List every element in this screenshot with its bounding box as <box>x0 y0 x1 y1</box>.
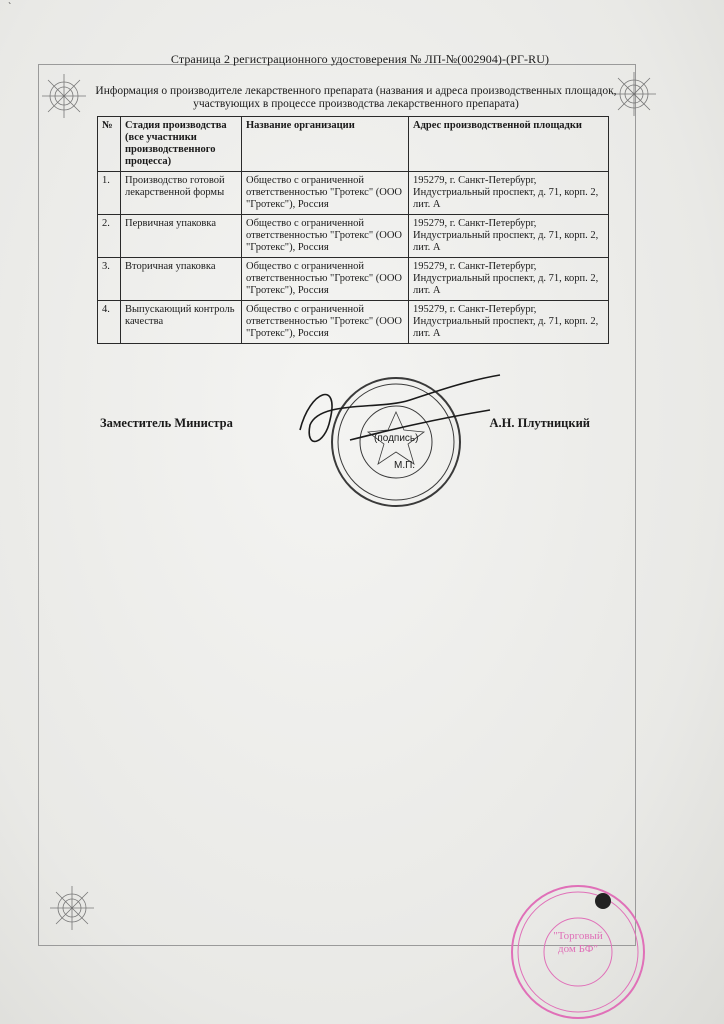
signatory-position: Заместитель Министра <box>100 416 233 430</box>
stamp-line-1: "Торговый <box>553 930 603 942</box>
guilloche-corner-icon <box>44 880 100 936</box>
info-line-1: Информация о производителе лекарственного препарата (названия и адреса производственных площадок, <box>95 85 617 97</box>
row-address: 195279, г. Санкт-Петербург, Индустриальный проспект, д. 71, корп. 2, лит. А <box>409 215 609 258</box>
row-stage: Выпускающий контроль качества <box>121 301 242 344</box>
table-row <box>98 172 609 215</box>
row-org: Общество с ограниченной ответственностью "Гротекс" (ООО "Гротекс"), Россия <box>242 258 409 301</box>
info-heading <box>86 85 626 111</box>
table-row <box>98 215 609 258</box>
row-address: 195279, г. Санкт-Петербург, Индустриальный проспект, д. 71, корп. 2, лит. А <box>409 301 609 344</box>
header-org: Название организации <box>242 117 409 172</box>
header-num: № <box>98 117 121 172</box>
corner-mark: ` <box>8 2 12 13</box>
page-header: Страница 2 регистрационного удостоверения № ЛП-№(002904)-(РГ-RU) <box>170 52 550 66</box>
ink-blot <box>595 893 611 909</box>
row-num: 2. <box>98 215 121 258</box>
row-address: 195279, г. Санкт-Петербург, Индустриальный проспект, д. 71, корп. 2, лит. А <box>409 258 609 301</box>
signature-podpis: (подпись) <box>374 433 419 444</box>
row-stage: Производство готовой лекарственной формы <box>121 172 242 215</box>
header-stage: Стадия производства (все участники производственного процесса) <box>121 117 242 172</box>
guilloche-corner-icon <box>36 68 92 124</box>
manufacturing-table <box>97 116 609 344</box>
info-line-2: участвующих в процессе производства лекарственного препарата) <box>193 98 519 110</box>
row-org: Общество с ограниченной ответственностью "Гротекс" (ООО "Гротекс"), Россия <box>242 172 409 215</box>
row-address: 195279, г. Санкт-Петербург, Индустриальный проспект, д. 71, корп. 2, лит. А <box>409 172 609 215</box>
table-row <box>98 258 609 301</box>
row-org: Общество с ограниченной ответственностью "Гротекс" (ООО "Гротекс"), Россия <box>242 301 409 344</box>
row-org: Общество с ограниченной ответственностью "Гротекс" (ООО "Гротекс"), Россия <box>242 215 409 258</box>
handwritten-signature-icon <box>290 370 510 460</box>
header-address: Адрес производственной площадки <box>409 117 609 172</box>
mp-label: М.П. <box>394 460 416 471</box>
row-stage: Вторичная упаковка <box>121 258 242 301</box>
table-row <box>98 301 609 344</box>
row-num: 4. <box>98 301 121 344</box>
table-header-row <box>98 117 609 172</box>
stamp-line-2: дом БФ" <box>558 943 598 955</box>
row-num: 1. <box>98 172 121 215</box>
row-stage: Первичная упаковка <box>121 215 242 258</box>
signatory-name: А.Н. Плутницкий <box>489 416 590 430</box>
row-num: 3. <box>98 258 121 301</box>
